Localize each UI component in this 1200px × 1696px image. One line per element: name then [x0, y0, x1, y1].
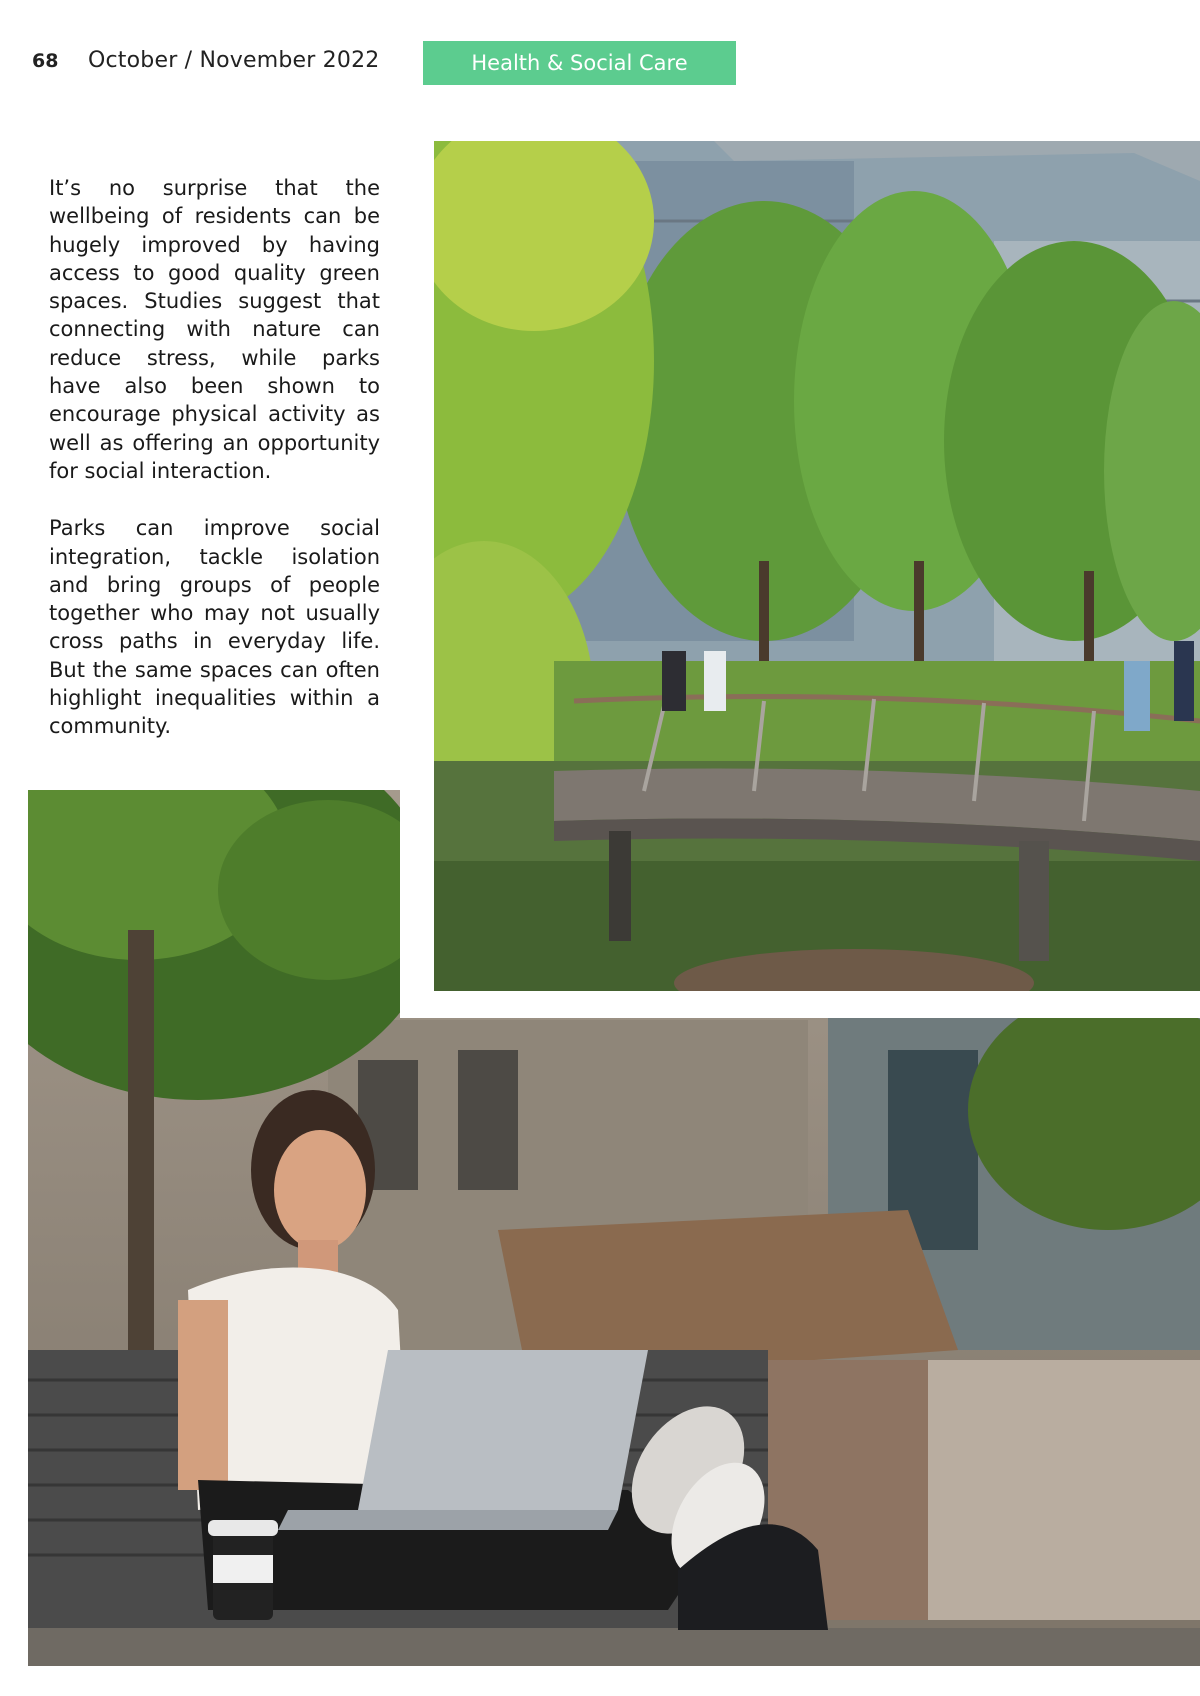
article-paragraph: Parks can improve social integration, tackle isolation and bring groups of people together who may not usually cross paths in everyday life. But the same spaces can often highlight inequalities within a community.	[49, 516, 380, 739]
issue-date: October / November 2022	[88, 48, 380, 73]
park-bridge-photo	[434, 141, 1200, 991]
article-body	[49, 174, 380, 770]
page-number: 68	[32, 50, 59, 72]
section-tag: Health & Social Care	[423, 41, 736, 85]
article-paragraph: It’s no surprise that the wellbeing of residents can be hugely improved by having access to good quality green spaces. Studies suggest that connecting with nature can reduce stress, while parks have also been shown to encourage physical activity as well as offering an opportunity for social interaction.	[49, 176, 380, 483]
